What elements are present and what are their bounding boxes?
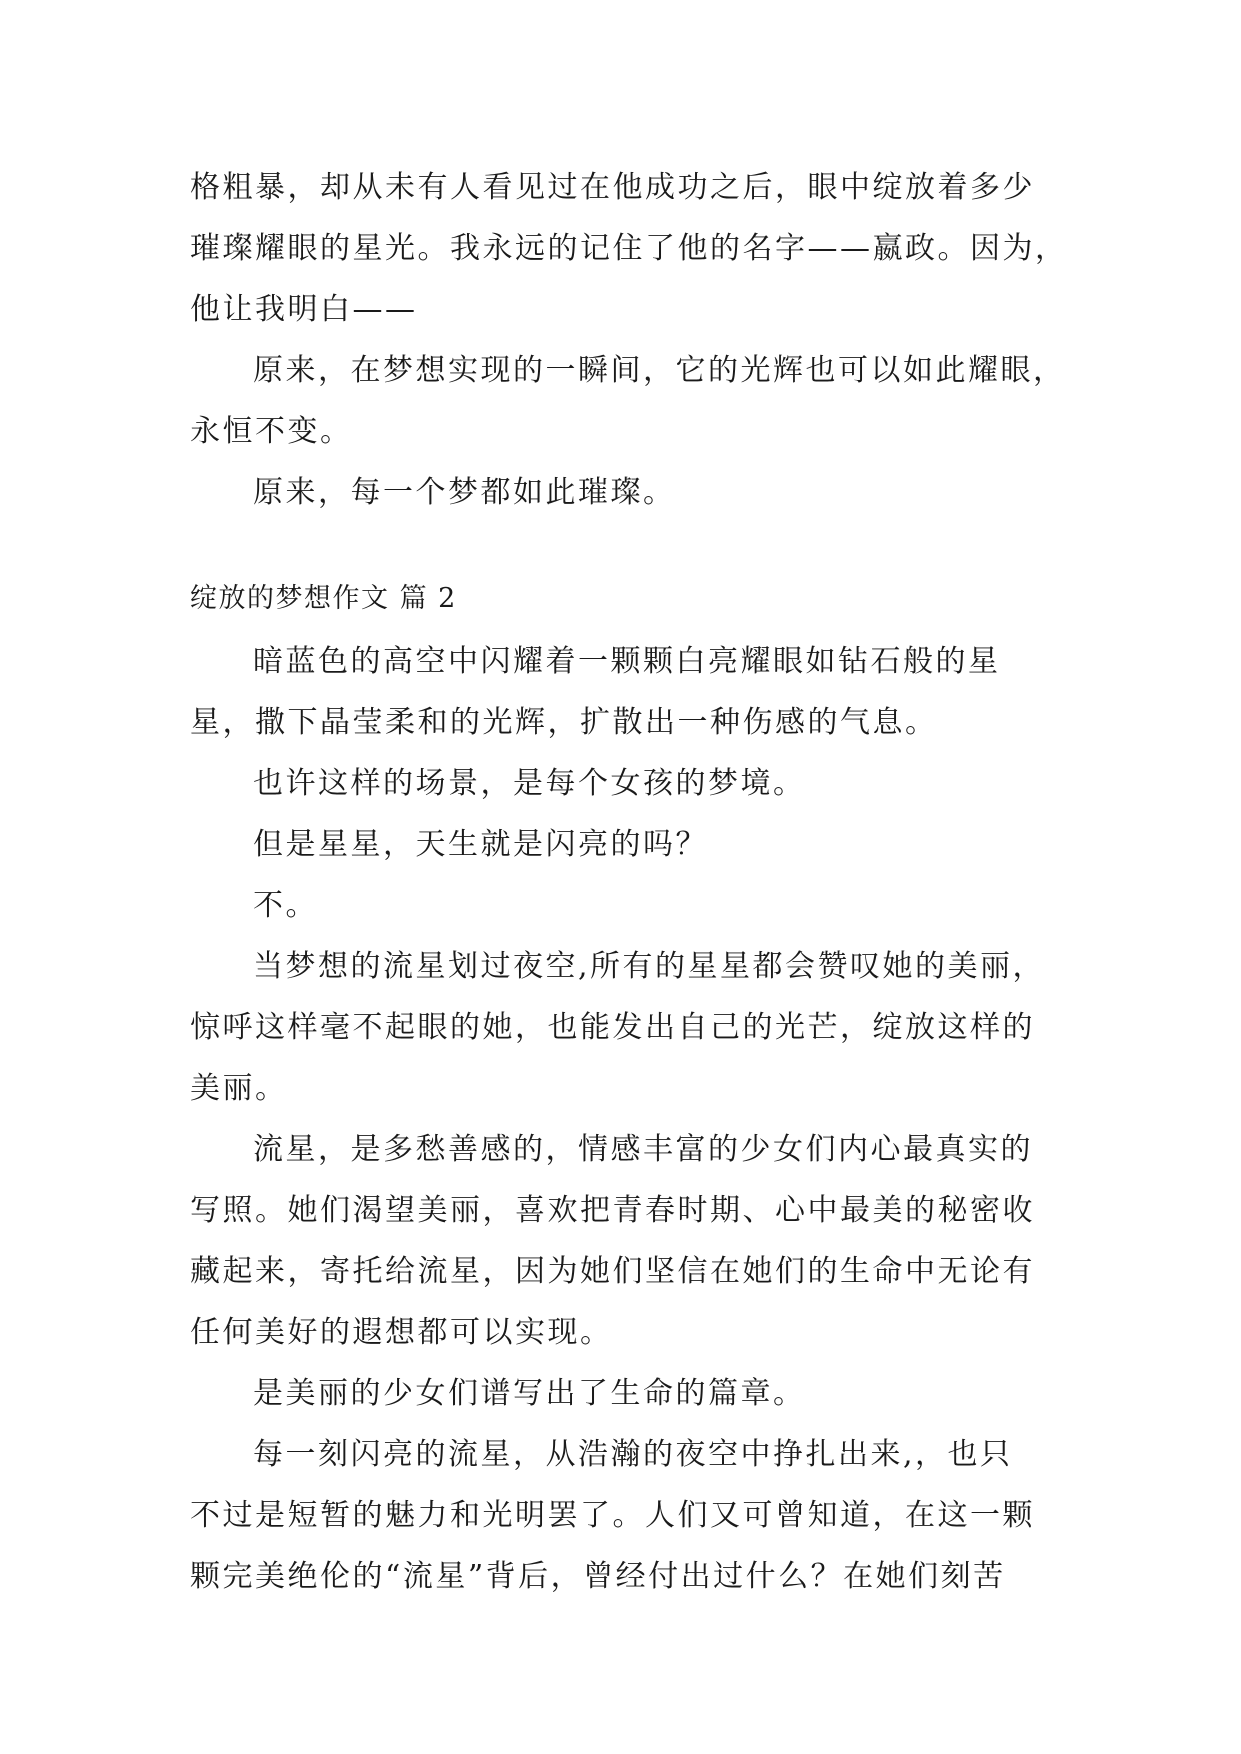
paragraph-line: 每一刻闪亮的流星，从浩瀚的夜空中挣扎出来,，也只 [253,1437,1013,1472]
paragraph-line: 不。 [253,888,318,923]
paragraph-line: 惊呼这样毫不起眼的她，也能发出自己的光芒，绽放这样的 [190,1010,1035,1045]
paragraph-line: 星，撒下晶莹柔和的光辉，扩散出一种伤感的气息。 [190,705,938,740]
paragraph-line: 他让我明白—— [190,292,418,327]
paragraph-line: 璀璨耀眼的星光。我永远的记住了他的名字——嬴政。因为， [190,231,1068,266]
paragraph-line: 也许这样的场景，是每个女孩的梦境。 [253,766,806,801]
paragraph-line: 原来，在梦想实现的一瞬间，它的光辉也可以如此耀眼， [253,353,1066,388]
section-heading: 绽放的梦想作文 篇 2 [190,583,457,614]
paragraph-line: 颗完美绝伦的“流星”背后，曾经付出过什么？在她们刻苦 [190,1559,1006,1594]
paragraph-line: 是美丽的少女们谱写出了生命的篇章。 [253,1376,806,1411]
paragraph-line: 美丽。 [190,1071,288,1106]
paragraph-line: 写照。她们渴望美丽，喜欢把青春时期、心中最美的秘密收 [190,1193,1035,1228]
paragraph-line: 不过是短暂的魅力和光明罢了。人们又可曾知道，在这一颗 [190,1498,1035,1533]
paragraph-line: 暗蓝色的高空中闪耀着一颗颗白亮耀眼如钻石般的星 [253,644,1001,679]
paragraph-line: 藏起来，寄托给流星，因为她们坚信在她们的生命中无论有 [190,1254,1035,1289]
paragraph-line: 流星，是多愁善感的，情感丰富的少女们内心最真实的 [253,1132,1033,1167]
paragraph-line: 永恒不变。 [190,414,353,449]
paragraph-line: 但是星星，天生就是闪亮的吗？ [253,827,708,862]
paragraph-line: 格粗暴，却从未有人看见过在他成功之后，眼中绽放着多少 [190,170,1035,205]
paragraph-line: 原来，每一个梦都如此璀璨。 [253,475,676,510]
paragraph-line: 任何美好的遐想都可以实现。 [190,1315,613,1350]
paragraph-line: 当梦想的流星划过夜空,所有的星星都会赞叹她的美丽， [253,949,1046,984]
